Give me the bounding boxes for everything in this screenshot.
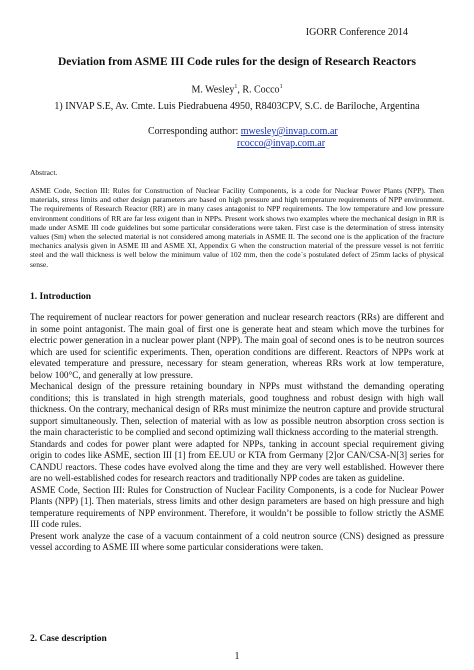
abstract-label: Abstract. <box>30 168 58 177</box>
introduction-body <box>30 312 444 554</box>
email-link[interactable]: rcocco@invap.com.ar <box>237 138 326 149</box>
body-paragraph: Mechanical design of the pressure retaining boundary in NPPs must withstand the demanding operating conditions; this is translated in high strength materials, good toughness and robust design with high wall thickness. On the contrary, mechanical design of RRs must minimize the neutron capture and provide structural support simultaneously. Then, selection of material with as low as possible neutron absorption cross section is the main characteristic to be complied and second optimizing wall thickness according to the material strength. <box>30 381 444 437</box>
author-name: M. Wesley <box>191 84 235 96</box>
affiliation-marker: 1 <box>234 84 238 90</box>
body-paragraph: ASME Code, Section III: Rules for Construction of Nuclear Facility Components, is a code for Nuclear Power Plants (NPP) [1]. Then materials, stress limits and other design parameters are based on high pressure and high temperature requirements of NPP environment. Therefore, it wouldn’t be possible to follow strictly the ASME III code rules. <box>30 484 444 529</box>
author-name: R. Cocco <box>242 84 280 96</box>
author-separator: , <box>237 84 243 96</box>
section-heading-introduction: 1. Introduction <box>30 292 92 302</box>
paper-title: Deviation from ASME III Code rules for the design of Research Reactors <box>57 56 417 68</box>
section-heading-case-description: 2. Case description <box>30 634 107 644</box>
affiliation-marker: 1 <box>279 84 283 90</box>
author-list <box>30 84 444 95</box>
abstract-text: ASME Code, Section III: Rules for Construction of Nuclear Facility Components, is a code for Nuclear Power Plants (NPP). Then materials, stress limits and other design parameters are based on high pressure and high temperature requirements of NPP environment. The requirements of Research Reactor (RR) are in many cases antagonist to NPP requirements. The low temperature and low pressure environment conditions of RR are far less exigent than in NPPs. Present work shows two examples where the mechanical design in RR is made under ASME III code guidelines but some particular considerations were taken. First case is the determination of stress intensity values (Sm) when the selected material is not considered among materials in ASME II. The second one is the application of the fracture mechanics analysis given in ASME III and ASME XI, Appendix G when the construction material of the pressure vessel is not ferritic steel and the wall thickness is well below the minimum value of 102 mm, then the code´s postulated defect of 25mm lacks of physical sense. <box>30 186 444 269</box>
page-number: 1 <box>234 651 240 662</box>
body-paragraph: Present work analyze the case of a vacuum containment of a cold neutron source (CNS) designed as pressure vessel according to ASME III where some particular considerations were taken. <box>30 530 444 552</box>
conference-header: IGORR Conference 2014 <box>305 27 408 38</box>
body-paragraph: Standards and codes for power plant were adapted for NPPs, tanking in account special requirement giving origin to codes like ASME, section III [1] from EE.UU or KTA from Germany [2]or CAN/CSA-N[3] series for CANDU reactors. These codes have evolved along the time and they are very well established. However there are no well-established codes for research reactors and traditionally NPP codes are taken as guideline. <box>30 438 444 483</box>
corresponding-label: Corresponding author: <box>148 126 241 137</box>
corresponding-author <box>148 126 338 150</box>
affiliation: 1) INVAP S.E, Av. Cmte. Luis Piedrabuena 4950, R8403CPV, S.C. de Bariloche, Argentina <box>54 101 420 112</box>
body-paragraph: The requirement of nuclear reactors for power generation and nuclear research reactors (RRs) are different and in some point antagonist. The main goal of first one is generate heat and steam which move the turbines for electric power generation in a nuclear power plant (NPP). The main goal of second ones is to be neutron sources which are used for scientific experiments. Then, operation conditions are different. Reactors of NPPs work at elevated temperature and pressure, necessary for steam generation, whereas RRs work at low temperature, below 100°C, and generally at low pressure. <box>30 312 444 380</box>
email-link[interactable]: mwesley@invap.com.ar <box>240 126 338 137</box>
